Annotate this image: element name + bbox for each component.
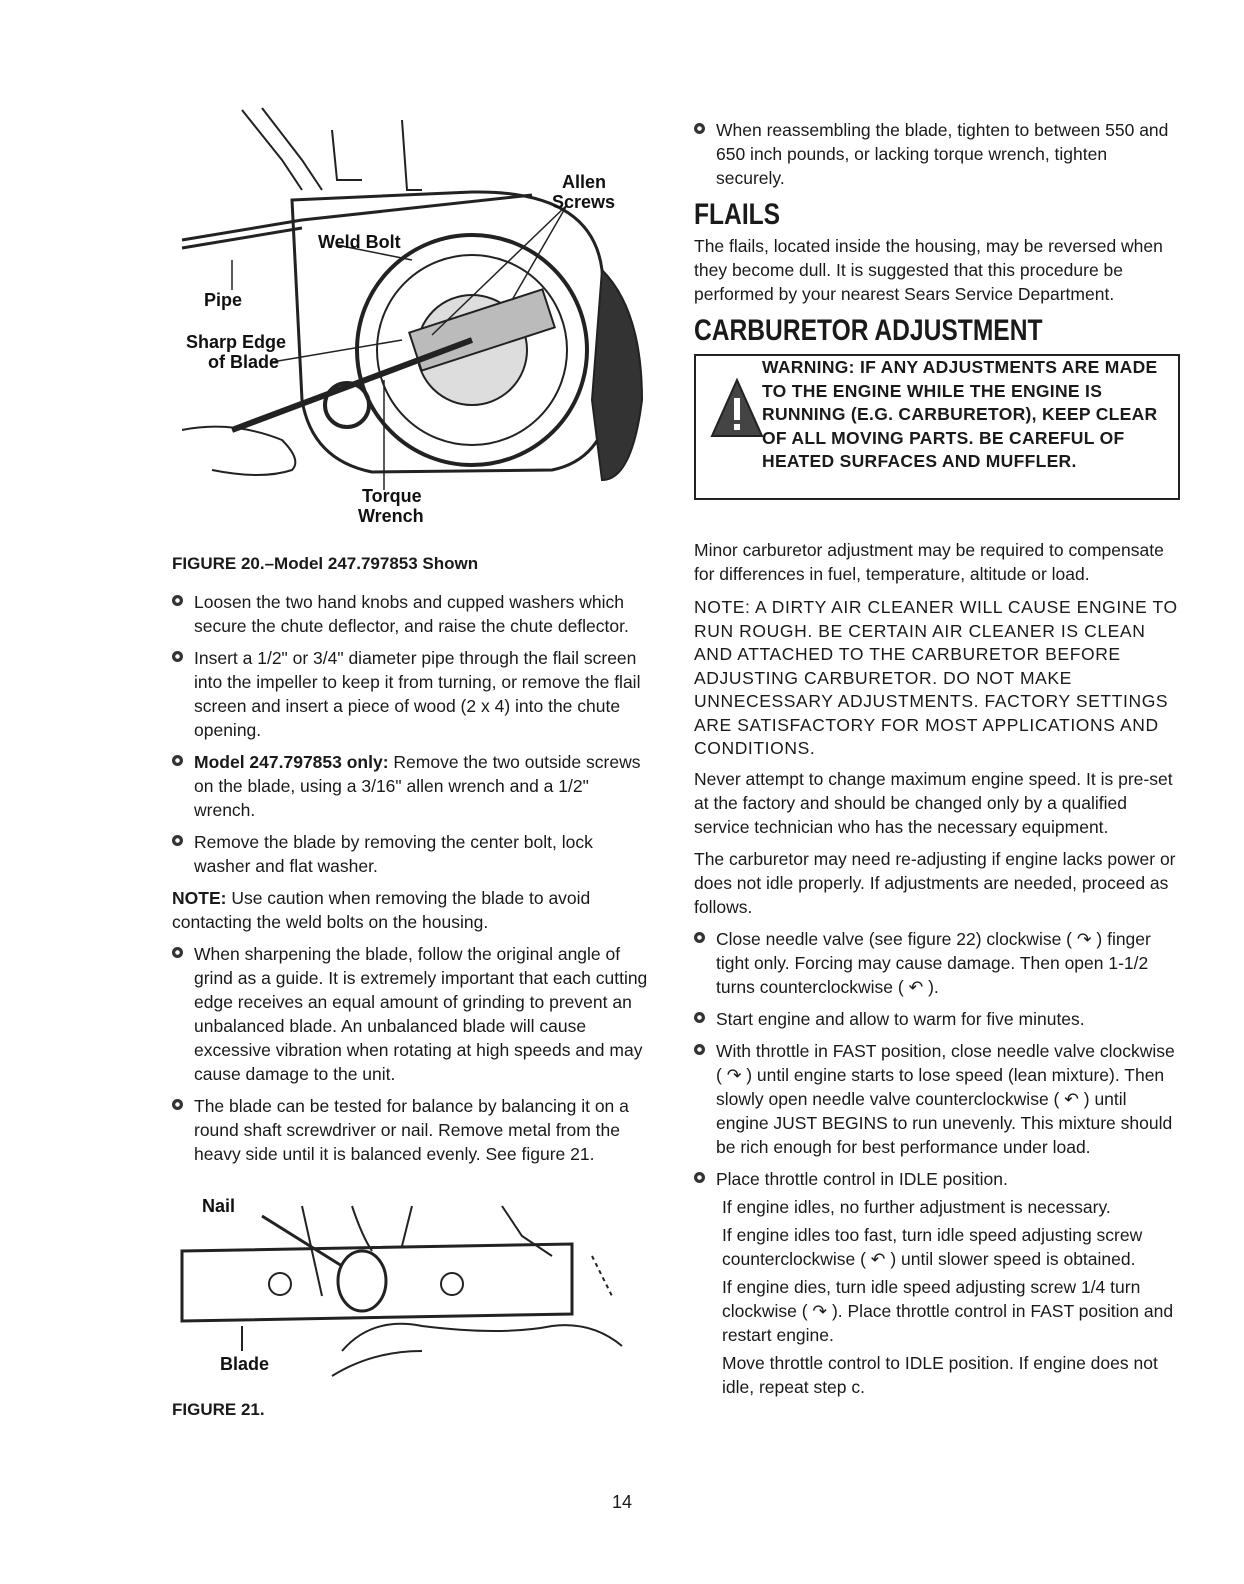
blade-removal-illustration xyxy=(172,100,652,540)
list-item: Place throttle control in IDLE position. xyxy=(694,1167,1180,1191)
figure-20 xyxy=(172,100,652,540)
list-item: With throttle in FAST position, close needle valve clockwise ( ↷ ) until engine starts to lose speed (lean mixture). Then slowly open needle valve counterclockwise ( ↶ ) until engine JUST BEGINS to run unevenly. This mixture should be rich enough for best performance under load. xyxy=(694,1039,1180,1159)
model-label: Model 247.797853 only: xyxy=(194,752,389,772)
label-nail: Nail xyxy=(202,1196,236,1216)
blade-steps-list xyxy=(172,590,652,878)
list-item: Insert a 1/2" or 3/4" diameter pipe through the flail screen into the impeller to keep it from turning, or remove the flail screen and insert a piece of wood (2 x 4) into the chute opening. xyxy=(172,646,652,742)
label-blade: Blade xyxy=(220,1354,270,1374)
max-speed-paragraph: Never attempt to change maximum engine speed. It is pre-set at the factory and should be changed only by a qualified service technician who has the necessary equipment. xyxy=(694,768,1173,837)
bullet-icon xyxy=(172,651,183,662)
sharpening-list xyxy=(172,942,652,1166)
note-paragraph: NOTE: Use caution when removing the blade to avoid contacting the weld bolts on the housing. xyxy=(172,888,591,932)
warning-box xyxy=(694,354,1180,500)
sub-step: Move throttle control to IDLE position. If engine does not idle, repeat step c. xyxy=(722,1352,1158,1397)
sub-step: If engine dies, turn idle speed adjusting screw 1/4 turn clockwise ( ↷ ). Place throttle control in FAST position and restart engine. xyxy=(722,1276,1174,1345)
label-wrench: Wrench xyxy=(358,506,424,526)
list-item: When sharpening the blade, follow the original angle of grind as a guide. It is extremely important that each cutting edge receives an equal amount of grinding to prevent an unbalanced blade. An unbalanced blade will cause excessive vibration when rotating at high speeds and may cause damage to the unit. xyxy=(172,942,652,1086)
left-column xyxy=(172,100,652,1436)
figure-21 xyxy=(172,1176,652,1396)
bullet-icon xyxy=(694,932,705,943)
label-allen: Allen xyxy=(562,172,607,192)
sub-step: If engine idles too fast, turn idle speed adjusting screw counterclockwise ( ↶ ) until slower speed is obtained. xyxy=(722,1224,1143,1269)
list-item: Model 247.797853 only: Remove the two outside screws on the blade, using a 3/16" allen wrench and a 1/2" wrench. xyxy=(172,750,652,822)
list-item: Loosen the two hand knobs and cupped washers which secure the chute deflector, and raise the chute deflector. xyxy=(172,590,652,638)
list-item: Remove the blade by removing the center bolt, lock washer and flat washer. xyxy=(172,830,652,878)
list-item: Start engine and allow to warm for five minutes. xyxy=(694,1007,1180,1031)
carburetor-heading: CARBURETOR ADJUSTMENT xyxy=(694,314,1043,347)
air-cleaner-note: NOTE: A DIRTY AIR CLEANER WILL CAUSE ENGINE TO RUN ROUGH. BE CERTAIN AIR CLEANER IS CLEAN AND ATTACHED TO THE CARBURETOR BEFORE ADJUSTING CARBURETOR. DO NOT MAKE UNNECESSARY ADJUSTMENTS. FACTORY SETTINGS ARE SATISFACTORY FOR MOST APPLICATIONS AND CONDITIONS. xyxy=(694,597,1178,758)
list-item: The blade can be tested for balance by balancing it on a round shaft screwdriver or nail. Remove metal from the heavy side until it is balanced evenly. See figure 21. xyxy=(172,1094,652,1166)
bullet-icon xyxy=(172,1099,183,1110)
bullet-icon xyxy=(694,123,705,134)
bullet-icon xyxy=(694,1012,705,1023)
page-number: 14 xyxy=(611,1492,633,1512)
bullet-icon xyxy=(172,755,183,766)
bullet-icon xyxy=(172,947,183,958)
flails-heading: FLAILS xyxy=(694,198,781,231)
figure-21-caption: FIGURE 21. xyxy=(172,1400,265,1419)
right-column xyxy=(694,118,1180,1403)
bullet-icon xyxy=(172,835,183,846)
warning-triangle-icon xyxy=(710,376,764,440)
readjust-paragraph: The carburetor may need re-adjusting if engine lacks power or does not idle properly. If adjustments are needed, proceed as follows. xyxy=(694,848,1176,917)
sub-step: If engine idles, no further adjustment is necessary. xyxy=(722,1196,1111,1217)
label-of-blade: of Blade xyxy=(208,352,280,372)
reassemble-list xyxy=(694,118,1180,190)
bullet-icon xyxy=(172,595,183,606)
minor-adjustment-paragraph: Minor carburetor adjustment may be required to compensate for differences in fuel, temperature, altitude or load. xyxy=(694,540,1164,584)
label-weld-bolt: Weld Bolt xyxy=(318,232,401,252)
label-sharp-edge: Sharp Edge xyxy=(186,332,287,352)
label-torque: Torque xyxy=(362,486,422,506)
flails-paragraph: The flails, located inside the housing, may be reversed when they become dull. It is suggested that this procedure be performed by your nearest Sears Service Department. xyxy=(694,236,1163,304)
warning-text: WARNING: IF ANY ADJUSTMENTS ARE MADE TO THE ENGINE WHILE THE ENGINE IS RUNNING (E.G. CARBURETOR), KEEP CLEAR OF ALL MOVING PARTS. BE CAREFUL OF HEATED SURFACES AND MUFFLER. xyxy=(762,357,1158,471)
label-screws: Screws xyxy=(552,192,616,212)
figure-20-caption: FIGURE 20.–Model 247.797853 Shown xyxy=(172,554,479,573)
carburetor-steps-list xyxy=(694,927,1180,1191)
bullet-icon xyxy=(694,1172,705,1183)
label-pipe: Pipe xyxy=(204,290,243,310)
bullet-icon xyxy=(694,1044,705,1055)
list-item: When reassembling the blade, tighten to between 550 and 650 inch pounds, or lacking torque wrench, tighten securely. xyxy=(694,118,1180,190)
list-item: Close needle valve (see figure 22) clockwise ( ↷ ) finger tight only. Forcing may cause damage. Then open 1-1/2 turns counterclockwise ( ↶ ). xyxy=(694,927,1180,999)
